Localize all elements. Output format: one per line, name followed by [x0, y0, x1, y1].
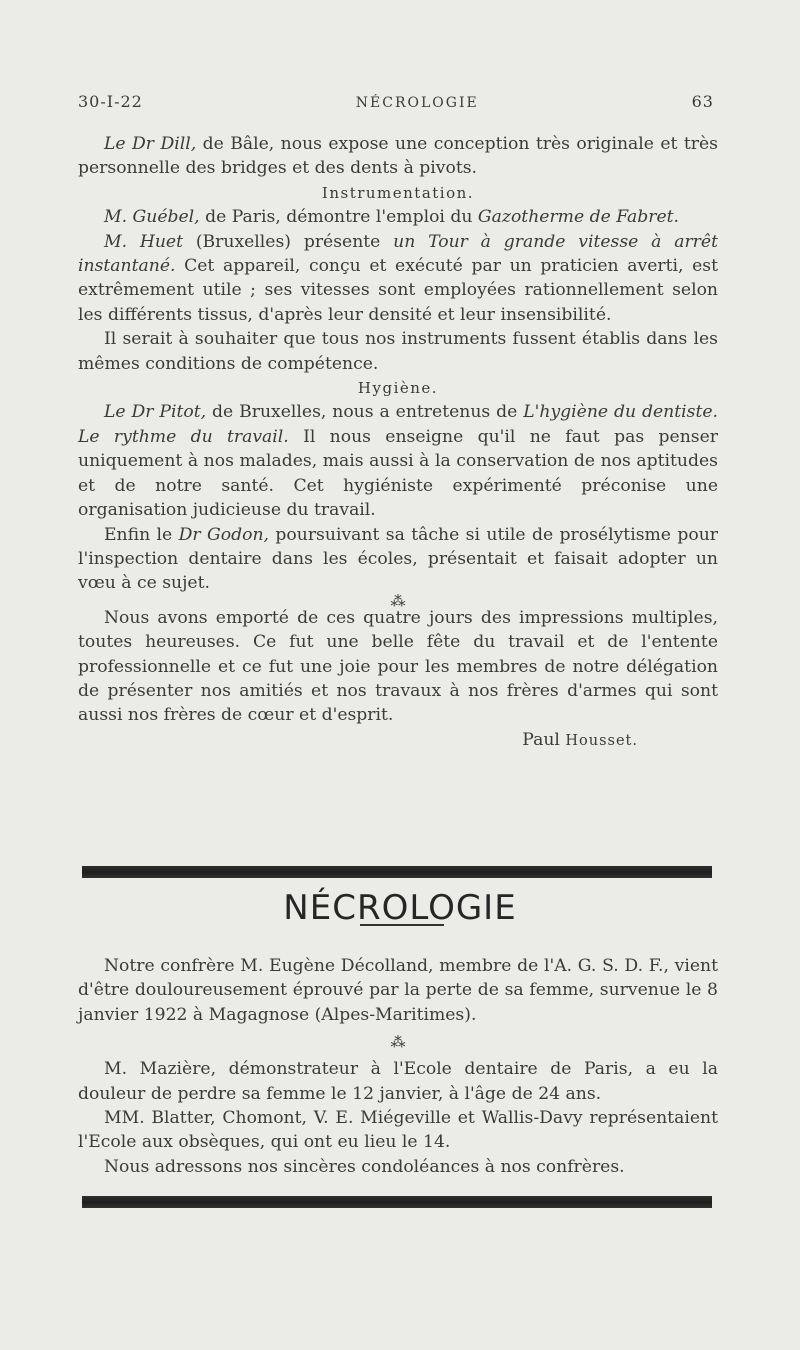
header-date: 30-I-22 [78, 92, 143, 111]
paragraph-instruments: Il serait à souhaiter que tous nos instruments fussent établis dans les mêmes conditions de compétence. [78, 329, 718, 374]
bottom-rule [82, 1196, 712, 1208]
running-head [78, 92, 714, 111]
asterism-2: ⁂ [390, 1033, 406, 1052]
necrology-title: NÉCROLOGIE [0, 888, 800, 926]
asterism: ⁂ [390, 591, 406, 610]
heading-instrumentation: Instrumentation. [321, 183, 475, 202]
paragraph-dill: Le Dr Dill, de Bâle, nous expose une conception très originale et très personnelle des bridges et des dents à pivots. [78, 134, 718, 179]
paragraph-condoleances: Nous adressons nos sincères condoléances à nos confrères. [104, 1156, 625, 1177]
top-rule [82, 866, 712, 878]
paragraph-obseques: MM. Blatter, Chomont, V. E. Miégeville et Wallis-Davy représentaient l'Ecole aux obsèques, qui ont eu lieu le 14. [78, 1108, 718, 1153]
paragraph-decolland: Notre confrère M. Eugène Décolland, membre de l'A. G. S. D. F., vient d'être douloureusement éprouvé par la perte de sa femme, survenue le 8 janvier 1922 à Magagnose (Alpes-Maritimes). [78, 956, 718, 1025]
signature: Paul Housset. [522, 729, 638, 750]
paragraph-guebel: M. Guébel, de Paris, démontre l'emploi du Gazotherme de Fabret. [104, 207, 680, 228]
header-title: NÉCROLOGIE [355, 95, 479, 111]
report-column [78, 132, 718, 753]
necrology-column [78, 954, 718, 1179]
paragraph-godon: Enfin le Dr Godon, poursuivant sa tâche si utile de prosélytisme pour l'inspection dentaire dans les écoles, présentait et faisait adopter un vœu à ce sujet. [78, 524, 719, 594]
paragraph-maziere: M. Mazière, démonstrateur à l'Ecole dentaire de Paris, a eu la douleur de perdre sa femme le 12 janvier, à l'âge de 24 ans. [78, 1059, 718, 1104]
paragraph-closing: Nous avons emporté de ces quatre jours des impressions multiples, toutes heureuses. Ce fut une belle fête du travail et de l'entente professionnelle et ce fut une joie pour les membres de notre délégation de présenter nos amitiés et nos travaux à nos frères d'armes qui sont aussi nos frères de cœur et d'esprit. [78, 607, 718, 726]
paragraph-pitot: Le Dr Pitot, de Bruxelles, nous a entretenus de L'hygiène du dentiste. Le rythme du travail. Il nous enseigne qu'il ne faut pas penser uniquement à nos malades, mais aussi à la conservation de nos aptitudes et de notre santé. Cet hygiéniste expérimenté préconise une organisation judicieuse du travail. [78, 402, 718, 521]
paragraph-huet: M. Huet (Bruxelles) présente un Tour à grande vitesse à arrêt instantané. Cet appareil, conçu et exécuté par un praticien averti, est extrêmement utile ; ses vitesses sont employées rationnellement selon les différents tissus, d'après leur densité et leur insensibilité. [78, 231, 718, 325]
heading-hygiene: Hygiène. [357, 379, 439, 398]
page-number: 63 [691, 92, 714, 111]
